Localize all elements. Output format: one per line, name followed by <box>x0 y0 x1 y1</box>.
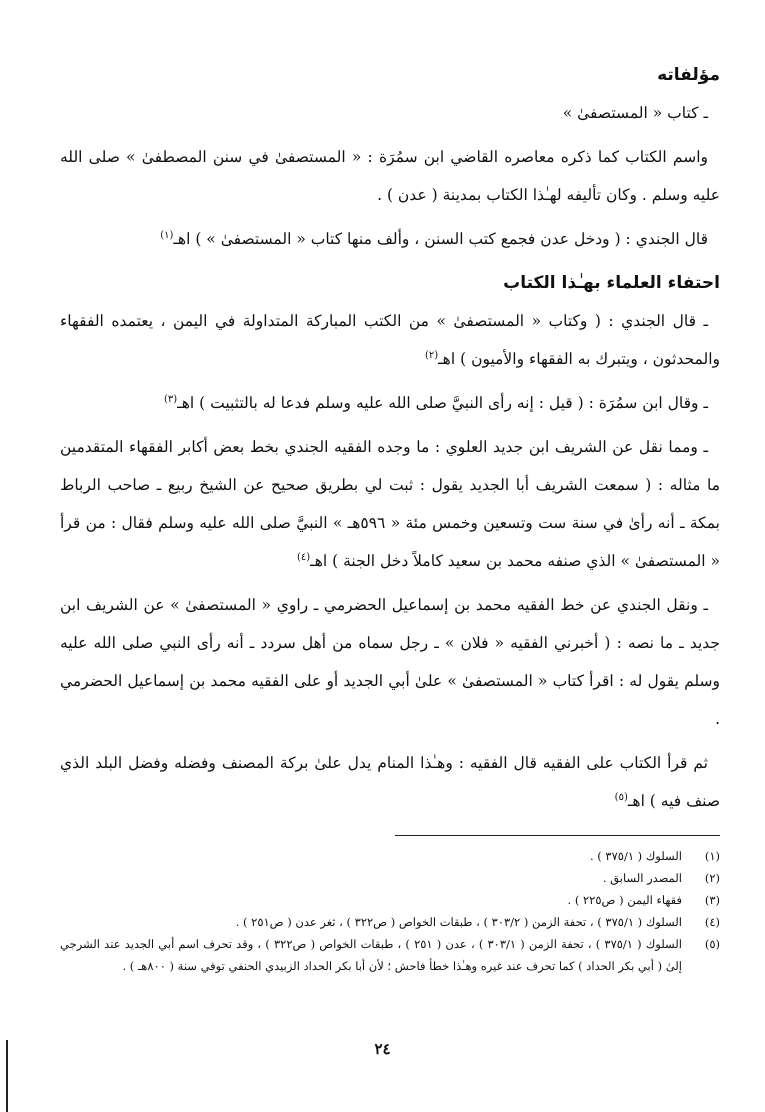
paragraph <box>60 220 720 258</box>
footnotes <box>60 845 720 977</box>
footnote-text: السلوك ( ٣٧٥/١ ) ، تحفة الزمن ( ٣٠٣/١ ) ، عدن ( ٢٥١ ) ، طبقات الخواص ( ص٣٢٢ ) ، وقد تحرف اسم أبي الجديد عند الشرجي إلىٰ ( أبي بكر الحداد ) كما تحرف عند غيره وهـٰذا خطأ فاحش ؛ لأن أبا بكر الحداد الزبيدي الحنفي توفي سنة ( ٨٠٠هـ ) . <box>60 937 683 973</box>
footnote-text: السلوك ( ٣٧٥/١ ) . <box>589 849 682 863</box>
paragraph-text: ـ ومما نقل عن الشريف ابن جديد العلوي : ما وجده الفقيه الجندي بخط بعض أكابر الفقهاء المتقدمين ما مثاله : ( سمعت الشريف أبا الجديد يقول : ثبت لي بطريق صحيح عن الشيخ ربيع ـ صاحب الرباط بمكة ـ أنه رأىٰ في سنة ست وتسعين وخمس مئة « ٥٩٦هـ » النبيَّ صلى الله عليه وسلم فقال : من قرأ « المستصفىٰ » الذي صنفه محمد بن سعيد كاملاً دخل الجنة ) اهـ <box>60 438 720 570</box>
paragraph-text: ـ قال الجندي : ( وكتاب « المستصفىٰ » من الكتب المباركة المتداولة في اليمن ، يعتمده الفقهاء والمحدثون ، ويتبرك به الفقهاء والأميون ) اهـ <box>60 312 720 368</box>
footnote-item <box>60 911 720 933</box>
paragraph <box>60 744 720 820</box>
footnote-number: (٢) <box>704 871 720 885</box>
paragraph <box>60 302 720 378</box>
footnote-item <box>60 845 720 867</box>
page-number: ٢٤ <box>374 1040 391 1058</box>
footnote-item <box>60 867 720 889</box>
section-heading-works: مؤلفاته <box>657 65 720 85</box>
paragraph-text: ـ وقال ابن سمُرَة : ( قيل : إنه رأى النبيَّ صلى الله عليه وسلم فدعا له بالتثبيت ) اهـ <box>177 394 708 412</box>
footnote-ref: (٣) <box>163 393 178 405</box>
page-body <box>60 50 720 826</box>
footnote-item <box>60 933 720 977</box>
footnote-item <box>60 889 720 911</box>
footnote-ref: (٥) <box>614 791 628 803</box>
paragraph: واسم الكتاب كما ذكره معاصره القاضي ابن سمُرَة : « المستصفىٰ في سنن المصطفىٰ » صلى الله عليه وسلم . وكان تأليفه لهـٰذا الكتاب بمدينة ( عدن ) . <box>60 148 720 204</box>
footnote-ref: (٤) <box>296 551 311 563</box>
footnote-number: (٤) <box>704 915 720 929</box>
footnote-text: فقهاء اليمن ( ص٢٢٥ ) . <box>567 893 682 907</box>
footnote-number: (١) <box>704 849 720 863</box>
section-heading-scholars: احتفاء العلماء بهـٰذا الكتاب <box>503 273 720 293</box>
paragraph: ـ كتاب « المستصفىٰ » <box>562 104 708 122</box>
footnote-ref: (٢) <box>424 349 439 361</box>
paragraph-text: ثم قرأ الكتاب على الفقيه قال الفقيه : وهـٰذا المنام يدل علىٰ بركة المصنف وفضله وفضل البلد الذي صنف فيه ) اهـ <box>60 754 720 810</box>
paragraph <box>60 428 720 580</box>
paragraph <box>60 384 720 422</box>
paragraph-text: قال الجندي : ( ودخل عدن فجمع كتب السنن ، وألف منها كتاب « المستصفىٰ » ) اهـ <box>173 230 708 248</box>
footnote-text: السلوك ( ٣٧٥/١ ) ، تحفة الزمن ( ٣٠٣/٢ ) ، طبقات الخواص ( ص٣٢٢ ) ، ثغر عدن ( ص٢٥١ ) . <box>235 915 682 929</box>
footnote-number: (٥) <box>704 937 720 951</box>
footnote-ref: (١) <box>160 229 174 241</box>
footnote-text: المصدر السابق . <box>602 871 682 885</box>
paragraph: ـ ونقل الجندي عن خط الفقيه محمد بن إسماعيل الحضرمي ـ راوي « المستصفىٰ » عن الشريف ابن جديد ـ ما نصه : ( أخبرني الفقيه « فلان » ـ رجل سماه من أهل سردد ـ أنه رأى النبي صلى الله عليه وسلم يقول له : اقرأ كتاب « المستصفىٰ » علىٰ أبي الجديد أو على الفقيه محمد بن إسماعيل الحضرمي . <box>60 596 720 728</box>
footnote-number: (٣) <box>704 893 720 907</box>
footnote-separator <box>395 835 720 836</box>
scan-edge-mark <box>6 1040 8 1112</box>
